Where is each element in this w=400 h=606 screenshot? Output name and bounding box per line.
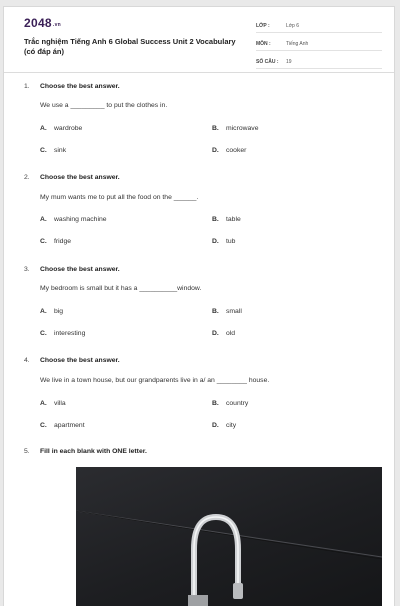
question-instruction: Choose the best answer.: [40, 83, 120, 90]
question-text: We use a _________ to put the clothes in.: [40, 102, 168, 109]
question-number: 5.: [24, 448, 30, 455]
option-d[interactable]: D. tub: [212, 238, 236, 245]
question-text: My bedroom is small but it has a __________window.: [40, 285, 202, 292]
faucet-icon: [76, 467, 382, 606]
option-a[interactable]: A. big: [40, 308, 64, 315]
option-d[interactable]: D. city: [212, 422, 237, 429]
option-c[interactable]: C. interesting: [40, 330, 86, 337]
question-number: 3.: [24, 266, 30, 273]
question-number: 4.: [24, 357, 30, 364]
option-c[interactable]: C. sink: [40, 147, 67, 154]
question-text: My mum wants me to put all the food on the ______.: [40, 194, 199, 201]
option-d[interactable]: D. old: [212, 330, 236, 337]
question-instruction: Fill in each blank with ONE letter.: [40, 448, 147, 455]
option-b[interactable]: B. microwave: [212, 125, 259, 132]
meta-key-class: LỚP :: [256, 23, 270, 29]
meta-row-question-count: [256, 53, 382, 69]
option-c[interactable]: C. fridge: [40, 238, 72, 245]
question-instruction: Choose the best answer.: [40, 357, 120, 364]
faucet-photo: [76, 467, 382, 606]
meta-value-question-count: 19: [286, 59, 292, 65]
question-number: 1.: [24, 83, 30, 90]
option-a[interactable]: A. washing machine: [40, 216, 107, 223]
meta-row-subject: [256, 35, 382, 51]
option-a[interactable]: A. wardrobe: [40, 125, 83, 132]
option-b[interactable]: B. table: [212, 216, 241, 223]
site-logo[interactable]: $2048^{.vn}$: [24, 16, 62, 30]
worksheet-title: Trắc nghiệm Tiếng Anh 6 Global Success Unit 2 Vocabulary (có đáp án): [24, 37, 236, 56]
option-d[interactable]: D. cooker: [212, 147, 247, 154]
meta-value-class: Lớp 6: [286, 23, 300, 29]
question-number: 2.: [24, 174, 30, 181]
meta-key-question-count: SỐ CÂU :: [256, 59, 279, 65]
option-a[interactable]: A. villa: [40, 400, 66, 407]
question-text: We live in a town house, but our grandparents live in a/ an ________ house.: [40, 377, 270, 384]
worksheet-meta: [256, 17, 382, 71]
option-b[interactable]: B. small: [212, 308, 242, 315]
meta-key-subject: MÔN :: [256, 41, 271, 47]
worksheet-page: [3, 6, 395, 606]
question-instruction: Choose the best answer.: [40, 174, 120, 181]
option-b[interactable]: B. country: [212, 400, 249, 407]
meta-row-class: [256, 17, 382, 33]
option-c[interactable]: C. apartment: [40, 422, 85, 429]
worksheet-header: [4, 7, 394, 73]
meta-value-subject: Tiếng Anh: [286, 41, 309, 47]
question-instruction: Choose the best answer.: [40, 266, 120, 273]
